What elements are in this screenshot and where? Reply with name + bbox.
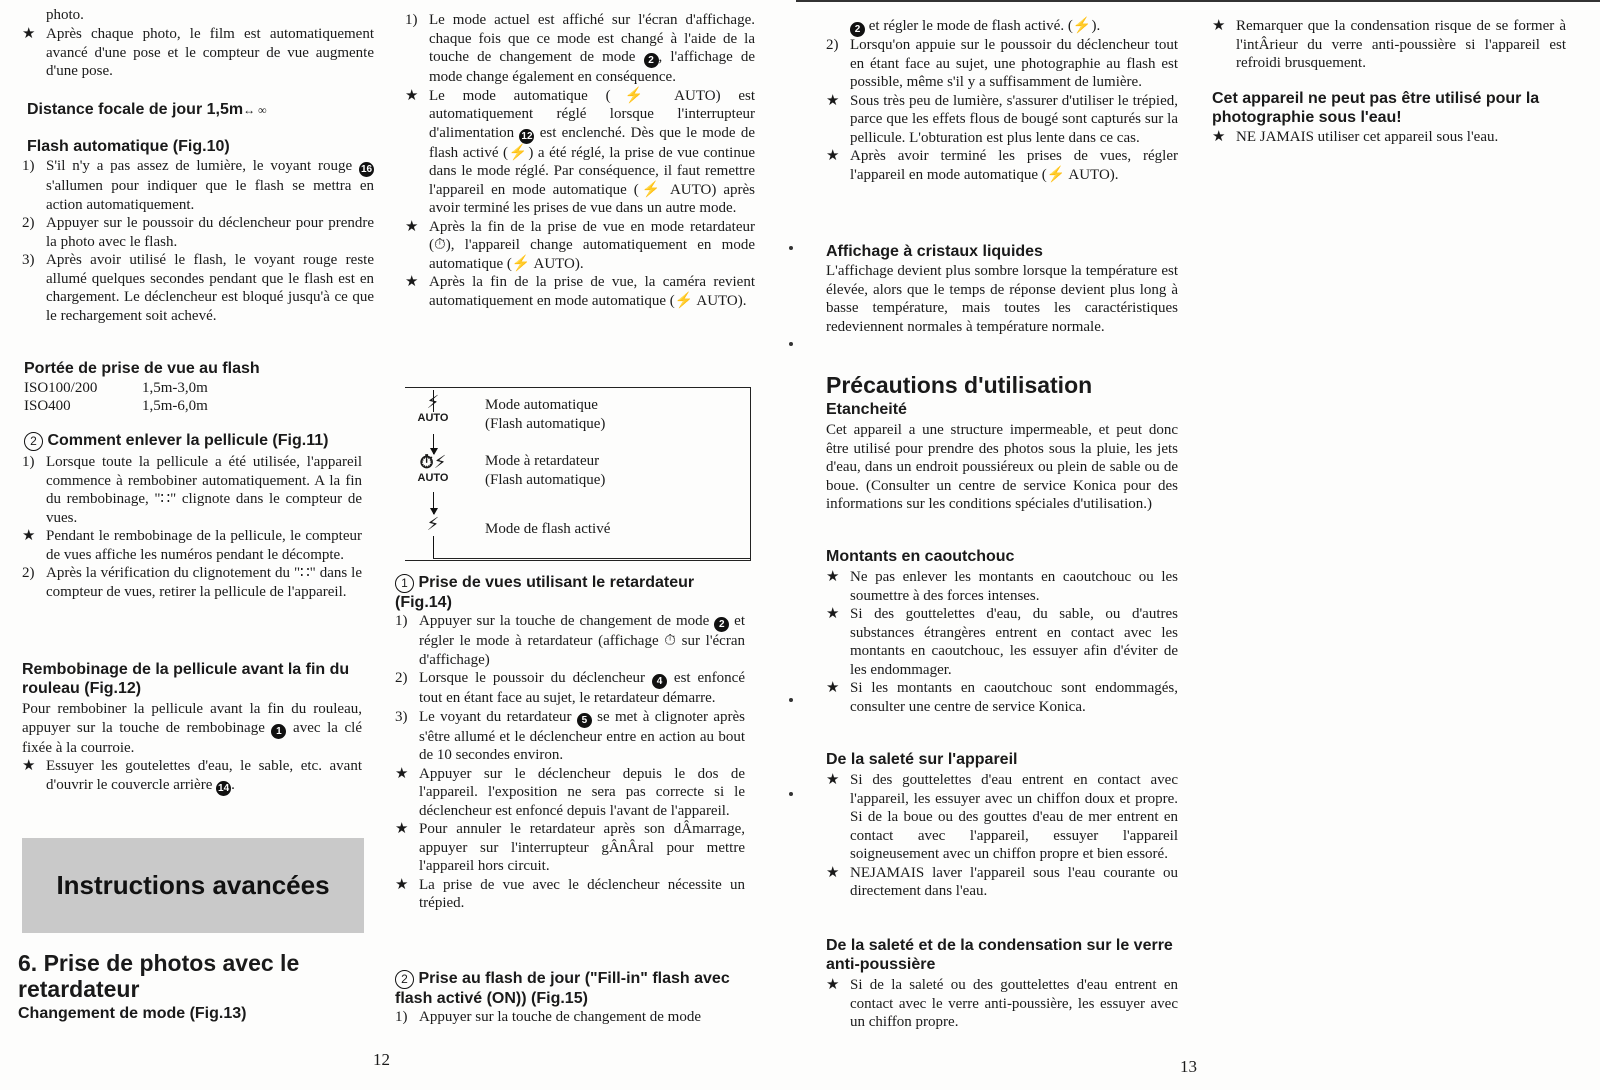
callout-number: 2 [644, 53, 659, 68]
lcd-text: L'affichage devient plus sombre lorsque la température est élevée, alors que le temps de réponse devient plus long à basse température, mais toutes les caractéristiques redeviennent normales à température normale. [826, 263, 1178, 335]
condensation-heading: De la saleté et de la condensation sur le verre anti-poussière [826, 937, 1173, 973]
self-timer-heading: 1 Prise de vues utilisant le retardateur (Fig.14) [395, 574, 695, 611]
page-number: 13 [1180, 1057, 1197, 1076]
page-number: 12 [373, 1050, 390, 1069]
callout-number: 12 [521, 130, 533, 142]
page-divider-line [796, 0, 1600, 2]
list-item: 1) S'il n'y a pas assez de lumière, le voyant rouge 16 s'allumen pour indiquer que le flash se mettra en action automatiquement. [22, 158, 374, 213]
remove-film-steps [22, 453, 362, 601]
fill-flash-steps [826, 36, 1178, 184]
list-item: 1) Lorsque toute la pellicule a été utilisée, l'appareil commence à rembobiner automatiquement. A la fin du rembobinage, "∷" clignote dans le compteur de vues. [22, 454, 362, 526]
list-item: ★ Sous très peu de lumière, s'assurer d'utiliser le trépied, parce que les effets flous de bougé sont capturés sur la pellicule. L'obturation est plus lente dans ce cas. [826, 92, 1178, 146]
list-item: 2) Appuyer sur le poussoir du déclencheur pour prendre la photo avec le flash. [22, 215, 374, 250]
focal-distance-heading: Distance focale de jour 1,5m↔ ∞ [27, 101, 267, 118]
list-item: ★ NEJAMAIS laver l'appareil sous l'eau courante ou directement dans l'eau. [826, 864, 1178, 899]
list-item: 2) Lorsqu'on appuie sur le poussoir du déclencheur tout en étant face au sujet, une photographie au flash est possible, même s'il y a suffisamment de lumière. [826, 37, 1178, 90]
list-item: 2) Lorsque le poussoir du déclencheur 4 est enfoncé tout en étant face au sujet, le retardateur démarre. [395, 670, 745, 706]
cycle-line [433, 536, 434, 559]
callout-number: 2 [850, 22, 865, 37]
camera-dirt-heading: De la saleté sur l'appareil [826, 751, 1018, 768]
auto-flash-heading: Flash automatique (Fig.10) [27, 138, 230, 155]
circled-number: 1 [395, 574, 414, 593]
flash-auto-icon: ⚡ AUTO [417, 392, 449, 424]
table-row: ISO100/200 1,5m-3,0m [24, 380, 208, 396]
waterproof-heading: Etancheité [826, 401, 907, 418]
list-item: ★ Essuyer les goutelettes d'eau, le sable, etc. avant d'ouvrir le couvercle arrière 14 . [22, 758, 362, 794]
advanced-instructions-banner: Instructions avancées [22, 838, 364, 933]
callout-number: 5 [577, 713, 592, 728]
list-item: ★ Si les montants en caoutchouc sont endommagés, consulter une centre de service Konica. [826, 680, 1178, 715]
flash-range-table [24, 379, 208, 415]
mode-notes [405, 11, 755, 310]
circled-number: 2 [395, 970, 414, 989]
list-item: 2) Après la vérification du clignotement du "∷" dans le compteur de vues, retirer la pellicule de l'appareil. [22, 565, 362, 600]
list-item: 1) Le mode actuel est affiché sur l'écran d'affichage. chaque fois que ce mode est changé à l'aide de la touche de changement de mode 2 , l'affichage de mode change également en conséquence. [405, 12, 756, 85]
callout-number: 16 [360, 164, 373, 175]
lcd-heading: Affichage à cristaux liquides [826, 243, 1043, 260]
list-item: ★ Le mode automatique (⚡ AUTO) est automatiquement réglé lorsque l'interrupteur d'alimentation 12 est enclenché. Dès que le mode de flash activé (⚡) a été réglé, la prise de vue continue dans le mode réglé. Par conséquence, il faut remettre l'appareil en mode automatique (⚡ AUTO) après avoir terminé les prises de vue dans un autre mode. [405, 87, 755, 216]
cycle-return-line [433, 558, 751, 559]
auto-flash-steps [22, 157, 374, 325]
list-item: ★ Après avoir terminé les prises de vues, régler l'appareil en mode automatique (⚡ AUTO). [826, 148, 1178, 183]
list-item: ★ La prise de vue avec le déclencheur nécessite un trépied. [395, 876, 745, 911]
fill-flash-heading: 2 Prise au flash de jour ("Fill-in" flash avec flash activé (ON)) (Fig.15) [395, 970, 730, 1007]
remove-film-heading: 2 Comment enlever la pellicule (Fig.11) [24, 431, 328, 451]
continued-text: photo. [46, 7, 84, 23]
list-item: 1) Appuyer sur la touche de changement de mode [395, 1009, 701, 1025]
list-item: ★ Appuyer sur le déclencheur depuis le dos de l'appareil. l'exposition ne sera pas correcte si le déclencheur est enfoncé depuis l'avant de l'appareil. [395, 765, 745, 819]
mode-cycle-diagram [405, 387, 751, 561]
callout-number: 4 [652, 674, 667, 689]
circled-number: 2 [24, 432, 43, 451]
star-marker: ★ [22, 26, 36, 42]
list-item: ★ Remarquer que la condensation risque de se former à l'intÂrieur du verre anti-poussière si l'appareil est refroidi brusquement. [1212, 18, 1566, 71]
list-item: ★ Après la fin de la prise de vue en mode retardateur (⏱), l'appareil change automatiquement en mode automatique (⚡ AUTO). [405, 218, 755, 272]
list-item: ★ Après la fin de la prise de vue, la caméra revient automatiquement en mode automatique (⚡ AUTO). [405, 274, 755, 309]
rewind-text: Pour rembobiner la pellicule avant la fin du rouleau, appuyer sur la touche de rembobinage 1 avec la clé fixée à la courroie. [22, 701, 363, 756]
continued-step: 2 et régler le mode de flash activé. (⚡). [850, 17, 1180, 37]
callout-number: 14 [218, 782, 230, 794]
list-item: ★ Pour annuler le retardateur après son dÂmarrage, appuyer sur l'interrupteur gÂnÂral pour mettre l'appareil hors circuit. [395, 821, 745, 874]
no-underwater-heading: Cet appareil ne peut pas être utilisé pour la photographie sous l'eau! [1212, 90, 1540, 126]
scan-speck [789, 342, 793, 346]
camera-dirt-list [826, 771, 1178, 901]
mode-change-subheading: Changement de mode (Fig.13) [18, 1005, 247, 1022]
list-item: 1) Appuyer sur la touche de changement de mode 2 et régler le mode à retardateur (affichage ⏱ sur l'écran d'affichage) [395, 613, 745, 668]
list-item: ★ Pendant le rembobinage de la pellicule, le compteur de vues affiche les numéros pendant le décompte. [22, 528, 362, 563]
rubber-mounts-heading: Montants en caoutchouc [826, 548, 1015, 565]
rewind-heading: Rembobinage de la pellicule avant la fin du rouleau (Fig.12) [22, 661, 350, 697]
section-6-heading: 6. Prise de photos avec le retardateur [18, 950, 300, 1002]
scan-speck [789, 246, 793, 250]
list-item: ★ Si des gouttelettes d'eau, du sable, ou d'autres substances étrangères entrent en contact avec les montants en caoutchouc, les essuyer afin d'éviter de les endommager. [826, 606, 1178, 678]
scan-speck [789, 792, 793, 796]
list-item: 3) Le voyant du retardateur 5 se met à clignoter après s'être allumé et le déclencheur entre en action au bout de 10 secondes environ. [395, 708, 745, 763]
rubber-mounts-list [826, 568, 1178, 716]
mode-label: Mode automatique (Flash automatique) [485, 397, 606, 432]
self-timer-auto-icon: ⏱⚡ AUTO [417, 452, 449, 484]
list-item: ★ Après chaque photo, le film est automatiquement avancé d'une pose et le compteur de vue augmente d'une pose. [22, 26, 374, 79]
list-item: ★ NE JAMAIS utiliser cet appareil sous l'eau. [1212, 129, 1499, 145]
callout-number: 2 [714, 617, 729, 632]
list-item: ★ Si de la saleté ou des gouttelettes d'eau entrent en contact avec le verre anti-poussière, les essuyer avec un chiffon propre. [826, 977, 1178, 1030]
flash-on-icon: ⚡ [426, 514, 440, 535]
mode-label: Mode à retardateur (Flash automatique) [485, 453, 606, 488]
callout-number: 1 [271, 724, 286, 739]
waterproof-text: Cet appareil a une structure impermeable, et peut donc être utilisé pour prendre des photos sous la pluie, les jets d'eau, dans un endroit poussiéreux ou plein de sable ou de boue. (Consulter un centre de service Konica pour des informations sur les conditions spéciales d'utilisation.) [826, 422, 1178, 512]
self-timer-steps [395, 612, 745, 913]
list-item: ★ Si des gouttelettes d'eau entrent en contact avec l'appareil, les essuyer avec un chiffon doux et propre. Si de la boue ou des gouttes d'eau de mer entrent en contact avec l'appareil, essuyer l'appareil soigneusement avec un chiffon propre et bien essoré. [826, 772, 1178, 862]
scan-speck [789, 698, 793, 702]
precautions-heading: Précautions d'utilisation [826, 372, 1093, 398]
list-item: ★ Ne pas enlever les montants en caoutchouc ou les soumettre à des forces intenses. [826, 569, 1178, 604]
mode-label: Mode de flash activé [485, 521, 611, 537]
table-row: ISO400 1,5m-6,0m [24, 398, 208, 414]
list-item: 3) Après avoir utilisé le flash, le voyant rouge reste allumé quelques secondes pendant que le flash est en chargement. Le déclencheur est bloqué jusqu'à ce que le rechargement soit achevé. [22, 252, 374, 324]
flash-range-heading: Portée de prise de vue au flash [24, 360, 260, 377]
